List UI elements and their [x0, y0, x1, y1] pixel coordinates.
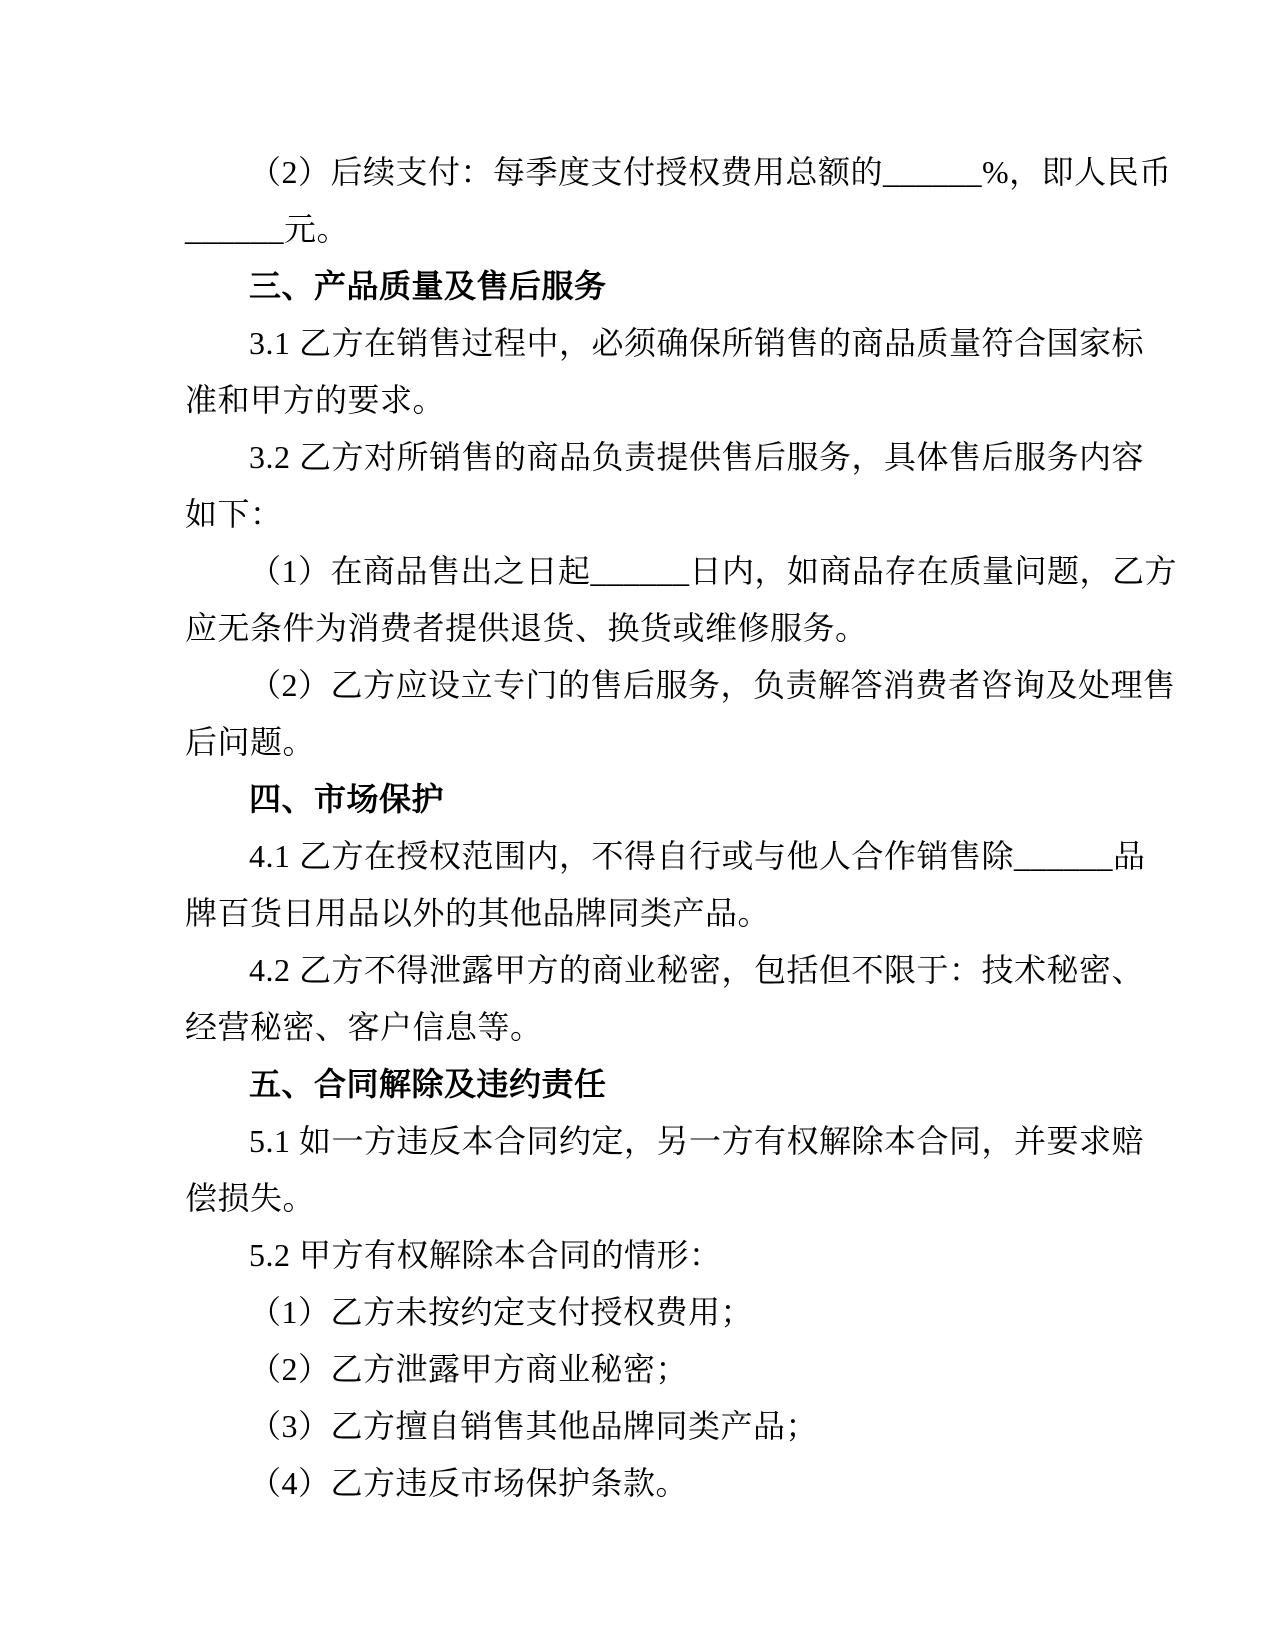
text-line: （2）乙方应设立专门的售后服务，负责解答消费者咨询及处理售 [249, 667, 1176, 703]
text-line: 如下： [185, 496, 283, 532]
text-line: （3）乙方擅自销售其他品牌同类产品； [249, 1408, 819, 1444]
text-line: （2）后续支付：每季度支付授权费用总额的______%，即人民币 [249, 154, 1172, 190]
paragraph [185, 1455, 1075, 1512]
text-line: 后问题。 [185, 724, 316, 760]
text-line: 4.1 乙方在授权范围内，不得自行或与他人合作销售除______品 [249, 838, 1146, 874]
text-line: （1）在商品售出之日起______日内，如商品存在质量问题，乙方 [249, 553, 1178, 589]
paragraph [185, 1227, 1075, 1284]
heading-line: 五、合同解除及违约责任 [249, 1066, 607, 1102]
text-line: 经营秘密、客户信息等。 [185, 1009, 543, 1045]
text-line: （4）乙方违反市场保护条款。 [249, 1465, 689, 1501]
paragraph [185, 315, 1145, 429]
text-line: 牌百货日用品以外的其他品牌同类产品。 [185, 895, 771, 931]
text-line: 5.1 如一方违反本合同约定，另一方有权解除本合同，并要求赔 [249, 1123, 1145, 1159]
text-line: 5.2 甲方有权解除本合同的情形： [249, 1237, 722, 1273]
heading-line: 四、市场保护 [249, 781, 445, 817]
section-heading [185, 1056, 1075, 1113]
text-line: 3.1 乙方在销售过程中，必须确保所销售的商品质量符合国家标 [249, 325, 1145, 361]
paragraph [185, 543, 1178, 657]
paragraph [185, 1113, 1145, 1227]
text-line: （2）乙方泄露甲方商业秘密； [249, 1351, 689, 1387]
section-heading [185, 771, 1075, 828]
heading-line: 三、产品质量及售后服务 [249, 268, 607, 304]
text-line: 3.2 乙方对所销售的商品负责提供售后服务，具体售后服务内容 [249, 439, 1145, 475]
text-line: 偿损失。 [185, 1180, 316, 1216]
paragraph [185, 942, 1145, 1056]
text-line: 应无条件为消费者提供退货、换货或维修服务。 [185, 610, 868, 646]
document-body [185, 144, 1178, 1512]
paragraph [185, 144, 1172, 258]
paragraph [185, 1341, 1075, 1398]
text-line: 4.2 乙方不得泄露甲方的商业秘密，包括但不限于：技术秘密、 [249, 952, 1145, 988]
paragraph [185, 828, 1146, 942]
paragraph [185, 1284, 1075, 1341]
section-heading [185, 258, 1075, 315]
text-line: 准和甲方的要求。 [185, 382, 446, 418]
text-line: ______元。 [185, 211, 350, 247]
paragraph [185, 429, 1145, 543]
paragraph [185, 657, 1176, 771]
paragraph [185, 1398, 1075, 1455]
text-line: （1）乙方未按约定支付授权费用； [249, 1294, 754, 1330]
